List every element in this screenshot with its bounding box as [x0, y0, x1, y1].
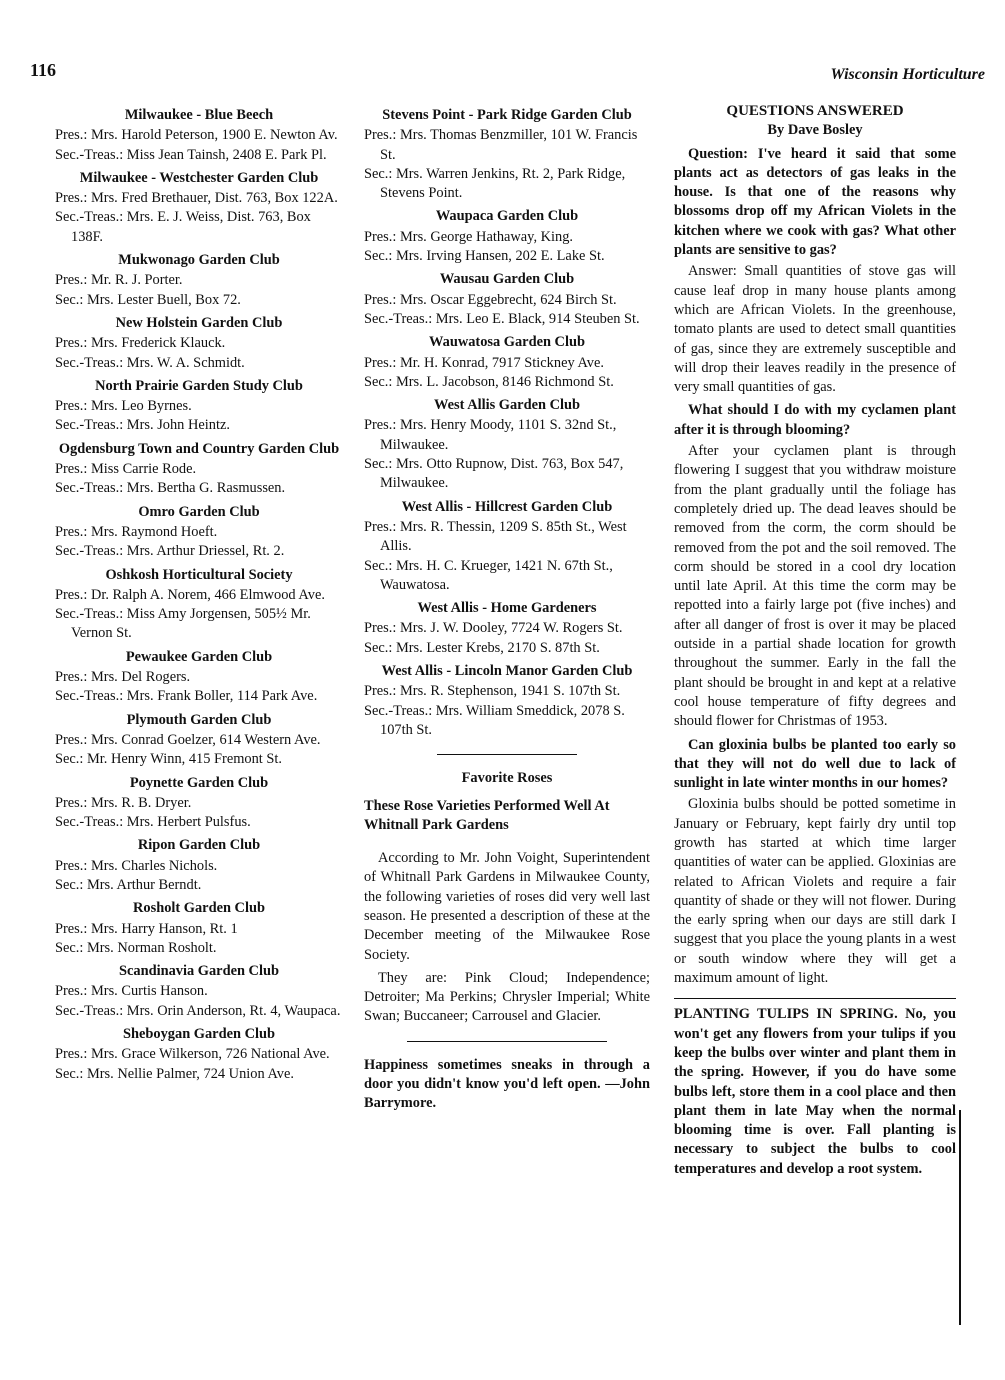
club-name: Wauwatosa Garden Club [429, 334, 585, 351]
running-head: Wisconsin Horticulture [830, 66, 985, 83]
club-officer: Pres.: Mrs. Thomas Benzmiller, 101 W. Francis St. [364, 127, 638, 163]
club-entry [55, 251, 343, 310]
club-entry [55, 836, 343, 895]
club-entry [55, 648, 343, 707]
club-entry [364, 662, 650, 740]
divider [674, 998, 956, 999]
club-entry [55, 899, 343, 958]
club-entry [55, 503, 343, 562]
club-entry [364, 498, 650, 595]
club-officer: Sec.-Treas.: Miss Amy Jorgensen, 505½ Mr. Vernon St. [55, 606, 311, 642]
club-officer: Pres.: Mrs. Fred Brethauer, Dist. 763, Box 122A. [55, 190, 338, 207]
club-name: Milwaukee - Blue Beech [124, 107, 274, 123]
answer: Gloxinia bulbs should be potted sometime in January or February, kept fairly dry until top growth has started at which time larger quantities of water can be applied. Gloxinias are related to African Violets and require a fair quantity of shade or they will not flower. During the early spring when our days are still dark I suggest that you place the young plants in a west or south window where they will get a maximum amount of light. [674, 796, 956, 987]
club-officer: Sec.: Mrs. Irving Hansen, 202 E. Lake St. [364, 248, 605, 265]
club-name: Rosholt Garden Club [133, 900, 265, 917]
club-officer: Sec.: Mrs. Arthur Berndt. [55, 876, 202, 893]
club-name: Plymouth Garden Club [126, 711, 272, 728]
club-officer: Pres.: Mrs. R. Thessin, 1209 S. 85th St., West Allis. [364, 518, 627, 555]
club-officer: Pres.: Dr. Ralph A. Norem, 466 Elmwood Ave. [55, 586, 325, 603]
club-officer: Sec.-Treas.: Miss Jean Tainsh, 2408 E. Park Pl. [55, 146, 327, 163]
column-rule [959, 1110, 961, 1325]
qa-byline: By Dave Bosley [767, 122, 863, 139]
club-officer: Pres.: Mrs. Oscar Eggebrecht, 624 Birch St. [364, 291, 617, 308]
club-officer: Pres.: Mrs. Curtis Hanson. [55, 983, 208, 1000]
club-directory-column-2 [364, 102, 650, 1114]
club-entry [364, 396, 650, 493]
club-entry [364, 333, 650, 392]
club-officer: Sec.: Mrs. Norman Rosholt. [55, 939, 217, 956]
club-name: West Allis - Hillcrest Garden Club [401, 498, 613, 515]
club-name: Omro Garden Club [138, 503, 260, 520]
question: What should I do with my cyclamen plant after it is through blooming? [674, 402, 956, 438]
club-name: Ripon Garden Club [137, 837, 261, 854]
club-name: Milwaukee - Westchester Garden Club [79, 169, 319, 186]
club-entry [55, 1025, 343, 1084]
club-name: West Allis - Home Gardeners [417, 600, 597, 617]
answer: Answer: Small quantities of stove gas will cause leaf drop in many house plants among which are African Violets. In the greenhouse, tomato plants are used to detect small quantities of gas, since they are extremely susceptible and will drop their leaves readily in the presence of very small quantities of gas. [674, 263, 956, 396]
club-officer: Sec.: Mrs. Lester Buell, Box 72. [55, 291, 241, 308]
club-officer: Sec.-Treas.: Mrs. Leo E. Black, 914 Steuben St. [364, 310, 640, 327]
qa-title: QUESTIONS ANSWERED [726, 103, 904, 119]
club-officer: Pres.: Mr. H. Konrad, 7917 Stickney Ave. [364, 354, 604, 371]
club-officer: Pres.: Mrs. Harold Peterson, 1900 E. Newton Av. [55, 127, 338, 144]
club-name: Scandinavia Garden Club [119, 963, 279, 980]
club-officer: Pres.: Mrs. Grace Wilkerson, 726 National Ave. [55, 1046, 330, 1063]
club-entry [55, 774, 343, 833]
club-officer: Sec.: Mrs. Lester Krebs, 2170 S. 87th St. [364, 639, 600, 656]
club-officer: Pres.: Miss Carrie Rode. [55, 461, 197, 478]
club-officer: Pres.: Mrs. Frederick Klauck. [55, 335, 226, 352]
club-name: Mukwonago Garden Club [118, 252, 280, 269]
club-entry [364, 207, 650, 266]
divider [437, 754, 577, 755]
divider [407, 1041, 607, 1042]
club-officer: Pres.: Mrs. Harry Hanson, Rt. 1 [55, 920, 238, 937]
club-officer: Pres.: Mrs. Leo Byrnes. [55, 398, 192, 415]
club-officer: Sec.: Mr. Henry Winn, 415 Fremont St. [55, 751, 282, 768]
club-list [364, 106, 650, 740]
club-entry [55, 377, 343, 436]
question: Can gloxinia bulbs be planted too early so that they will not do well due to lack of sunlight in late winter months in our homes? [674, 736, 956, 792]
club-officer: Pres.: Mrs. Charles Nichols. [55, 857, 218, 874]
club-officer: Pres.: Mrs. R. B. Dryer. [55, 794, 192, 811]
questions-answered-column [674, 102, 956, 1179]
club-officer: Pres.: Mrs. Conrad Goelzer, 614 Western Ave. [55, 731, 321, 748]
club-entry [364, 106, 650, 203]
club-name: West Allis - Lincoln Manor Garden Club [381, 663, 633, 680]
page-number: 116 [30, 60, 57, 80]
club-entry [55, 106, 343, 165]
club-officer: Sec.-Treas.: Mrs. Orin Anderson, Rt. 4, Waupaca. [55, 1002, 341, 1019]
club-entry [364, 599, 650, 658]
club-name: West Allis Garden Club [434, 397, 580, 414]
club-officer: Sec.-Treas.: Mrs. William Smeddick, 2078 S. 107th St. [364, 702, 625, 738]
tulips-heading: PLANTING TULIPS IN SPRING. [674, 1006, 898, 1023]
club-name: Pewaukee Garden Club [125, 648, 273, 665]
roses-paragraph: According to Mr. John Voight, Superintendent of Whitnall Park Gardens in Milwaukee County, the following varieties of roses did very well last season. He presented a description of these at the December meeting of the Milwaukee Rose Society. [364, 850, 650, 963]
club-entry [55, 566, 343, 644]
club-officer: Sec.-Treas.: Mrs. W. A. Schmidt. [55, 354, 245, 371]
club-officer: Sec.-Treas.: Mrs. Frank Boller, 114 Park Ave. [55, 688, 318, 705]
tulips-note [674, 1005, 956, 1179]
club-officer: Sec.-Treas.: Mrs. John Heintz. [55, 417, 230, 434]
club-directory-column-1 [55, 102, 343, 1084]
club-entry [55, 711, 343, 770]
club-officer: Sec.: Mrs. Otto Rupnow, Dist. 763, Box 547, Milwaukee. [364, 456, 624, 492]
club-officer: Pres.: Mrs. Henry Moody, 1101 S. 32nd St., Milwaukee. [364, 417, 617, 453]
club-entry [55, 962, 343, 1021]
club-officer: Sec.: Mrs. Nellie Palmer, 724 Union Ave. [55, 1065, 294, 1082]
club-officer: Sec.: Mrs. Warren Jenkins, Rt. 2, Park Ridge, Stevens Point. [364, 165, 626, 202]
club-name: New Holstein Garden Club [115, 314, 283, 331]
club-officer: Sec.: Mrs. H. C. Krueger, 1421 N. 67th St., Wauwatosa. [364, 557, 613, 593]
club-officer: Sec.-Treas.: Mrs. E. J. Weiss, Dist. 763, Box 138F. [55, 209, 311, 245]
roses-subtitle: These Rose Varieties Performed Well At Whitnall Park Gardens [364, 797, 610, 833]
question: Question: I've heard it said that some plants act as detectors of gas leaks in the house. Is that one of the reasons why blossoms drop off my African Violets in the kitchen where we cook with gas? What other plants are sensitive to gas? [674, 145, 956, 259]
roses-title: Favorite Roses [461, 770, 553, 787]
club-name: Stevens Point - Park Ridge Garden Club [382, 107, 632, 123]
answer: After your cyclamen plant is through flowering I suggest that you withdraw moisture from the plant gradually until the foliage has completely dried up. The dead leaves should be removed from the corm, the corm should be removed from the pot and the soil removed. The corm should be stored in a cool dry location until late April. At this time the corm may be repotted into a fairly large pot (five inches) and after all danger of frost is over it may be placed outside in a partial shade location for growth throughout the summer. Early in the fall the plant should be brought in and kept at a relative cool house temperature of fifty degrees and should flower for Christmas of 1953. [674, 443, 956, 730]
club-entry [55, 314, 343, 373]
club-officer: Pres.: Mrs. Del Rogers. [55, 669, 191, 686]
tulips-body: No, you won't get any flowers from your tulips if you keep the bulbs over winter and plant them in the spring. However, if you do have some bulbs left, store them in a cool place and then plant them in late May when the normal blooming time is over. Fall planting is necessary to subject the bulbs to cool temperatures and develop a root system. [674, 1006, 956, 1177]
club-officer: Pres.: Mrs. Raymond Hoeft. [55, 523, 218, 540]
club-name: Wausau Garden Club [439, 271, 575, 288]
club-name: Oshkosh Horticultural Society [105, 566, 293, 583]
club-officer: Pres.: Mrs. R. Stephenson, 1941 S. 107th St. [364, 683, 621, 700]
club-officer: Sec.-Treas.: Mrs. Arthur Driessel, Rt. 2. [55, 543, 285, 560]
club-officer: Sec.-Treas.: Mrs. Herbert Pulsfus. [55, 814, 251, 831]
club-name: Sheboygan Garden Club [123, 1026, 275, 1043]
club-officer: Pres.: Mrs. J. W. Dooley, 7724 W. Rogers St. [364, 620, 623, 637]
roses-paragraph: They are: Pink Cloud; Independence; Detroiter; Ma Perkins; Chrysler Imperial; White Swan; Buccaneer; Carrousel and Glacier. [364, 969, 650, 1025]
club-entry [364, 270, 650, 329]
club-name: Waupaca Garden Club [435, 208, 579, 225]
club-entry [55, 440, 343, 499]
club-name: North Prairie Garden Study Club [95, 377, 303, 394]
club-officer: Pres.: Mrs. George Hathaway, King. [364, 228, 574, 245]
club-entry [55, 169, 343, 247]
barrymore-quote: Happiness sometimes sneaks in through a door you didn't know you'd left open. —John Barrymore. [364, 1056, 650, 1112]
club-name: Ogdensburg Town and Country Garden Club [58, 440, 340, 457]
club-officer: Pres.: Mr. R. J. Porter. [55, 272, 183, 289]
club-name: Poynette Garden Club [129, 774, 269, 791]
club-officer: Sec.: Mrs. L. Jacobson, 8146 Richmond St. [364, 373, 614, 390]
club-officer: Sec.-Treas.: Mrs. Bertha G. Rasmussen. [55, 480, 286, 497]
